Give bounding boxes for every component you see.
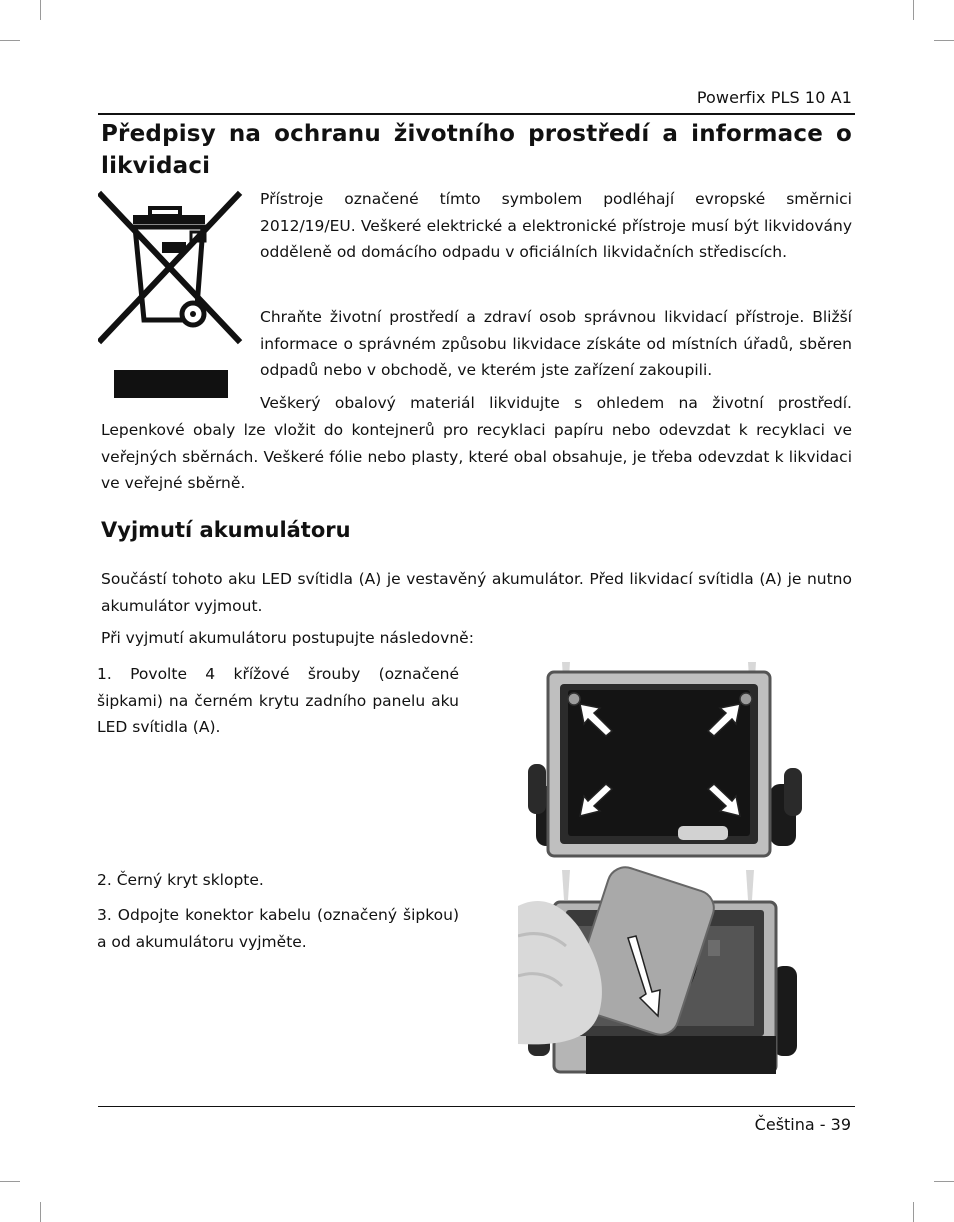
disposal-paragraph-3: Lepenkové obaly lze vložit do kontejnerů pro recyklaci papíru nebo odevzdat k recyklaci ve veřejných sběrnách. Veškeré fólie nebo plasty, které obal obsahuje, je třeba odevzdat k likvidaci ve veřejné sběrně. xyxy=(101,421,852,492)
crop-mark xyxy=(0,1181,20,1182)
disposal-paragraph-2: Chraňte životní prostředí a zdraví osob správnou likvidací přístroje. Bližší informace o správném způsobu likvidace získáte od místních úřadů, sběren odpadů nebo v obchodě, ve kterém jste zařízení zakoupili. xyxy=(260,308,852,379)
header-product-name: Powerfix PLS 10 A1 xyxy=(696,88,852,107)
back-panel-photo xyxy=(518,656,806,858)
battery-procedure: Při vyjmutí akumulátoru postupujte následovně: xyxy=(101,629,474,647)
crop-mark xyxy=(40,0,41,20)
step-2: 2. Černý kryt sklopte. xyxy=(97,871,264,889)
disposal-paragraph-1: Přístroje označené tímto symbolem podléhají evropské směrnici 2012/19/EU. Veškeré elektrické a elektronické přístroje musí být likvidovány odděleně od domácího odpadu v oficiálních likvidačních střediscích. xyxy=(260,190,852,261)
crop-mark xyxy=(913,0,914,20)
header-rule xyxy=(98,113,855,115)
page-number: Čeština - 39 xyxy=(754,1115,851,1134)
battery-removal-photo xyxy=(518,866,806,1080)
crop-mark xyxy=(934,1181,954,1182)
battery-title: Vyjmutí akumulátoru xyxy=(101,518,351,542)
crop-mark xyxy=(934,40,954,41)
footer-rule xyxy=(98,1106,855,1107)
crop-mark xyxy=(913,1202,914,1222)
disposal-paragraph-3-line-1: Veškerý obalový materiál likvidujte s ohledem na životní prostředí. xyxy=(260,394,852,412)
battery-intro: Součástí tohoto aku LED svítidla (A) je vestavěný akumulátor. Před likvidací svítidla (A) je nutno akumulátor vyjmout. xyxy=(101,570,852,615)
disposal-title: Předpisy na ochranu životního prostředí a informace o likvidaci xyxy=(101,121,852,179)
crop-mark xyxy=(0,40,20,41)
crop-mark xyxy=(40,1202,41,1222)
step-1: 1. Povolte 4 křížové šrouby (označené šipkami) na černém krytu zadního panelu aku LED svítidla (A). xyxy=(97,665,459,736)
step-3: 3. Odpojte konektor kabelu (označený šipkou) a od akumulátoru vyjměte. xyxy=(97,906,459,951)
weee-bin-icon xyxy=(98,190,244,402)
